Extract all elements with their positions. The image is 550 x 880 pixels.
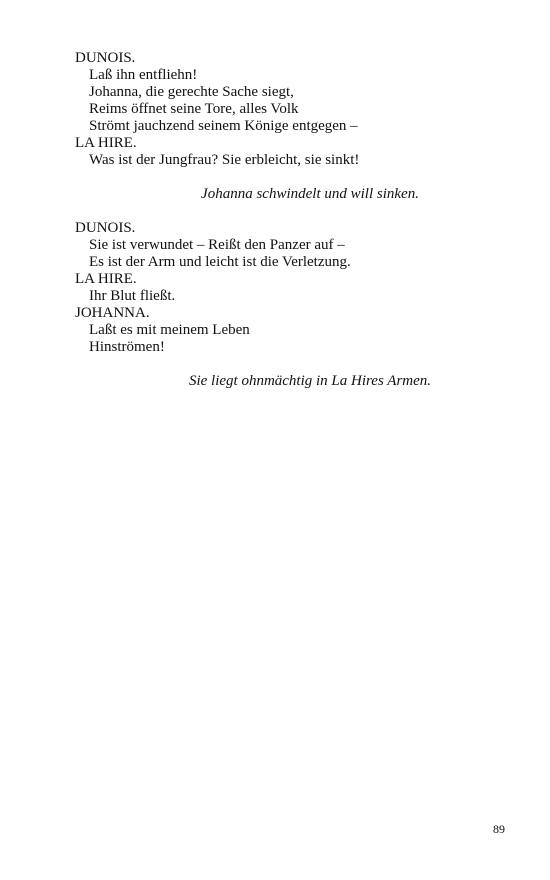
verse-line: Johanna, die gerechte Sache siegt, [89, 84, 294, 100]
verse-line: Laßt es mit meinem Leben [89, 322, 250, 338]
verse-line: Ihr Blut fließt. [89, 288, 176, 304]
speaker-name: LA HIRE. [75, 135, 137, 151]
line-gap [75, 169, 495, 186]
speaker-name: DUNOIS. [75, 50, 136, 66]
stage-direction: Johanna schwindelt und will sinken. [201, 186, 419, 202]
verse-line: Es ist der Arm und leicht ist die Verletzung. [89, 254, 351, 270]
page-number: 89 [493, 822, 505, 836]
verse-line: Reims öffnet seine Tore, alles Volk [89, 101, 299, 117]
speaker-name: LA HIRE. [75, 271, 137, 287]
speaker-name: JOHANNA. [75, 305, 150, 321]
play-text [75, 50, 495, 390]
stage-direction: Sie liegt ohnmächtig in La Hires Armen. [188, 373, 432, 389]
line-gap [75, 356, 495, 373]
verse-line: Laß ihn entfliehn! [89, 67, 198, 83]
verse-line: Was ist der Jungfrau? Sie erbleicht, sie sinkt! [89, 152, 360, 168]
verse-line: Strömt jauchzend seinem Könige entgegen – [89, 118, 358, 134]
verse-line: Sie ist verwundet – Reißt den Panzer auf – [89, 237, 345, 253]
speaker-name: DUNOIS. [75, 220, 136, 236]
verse-line: Hinströmen! [89, 339, 165, 355]
line-gap [75, 203, 495, 220]
